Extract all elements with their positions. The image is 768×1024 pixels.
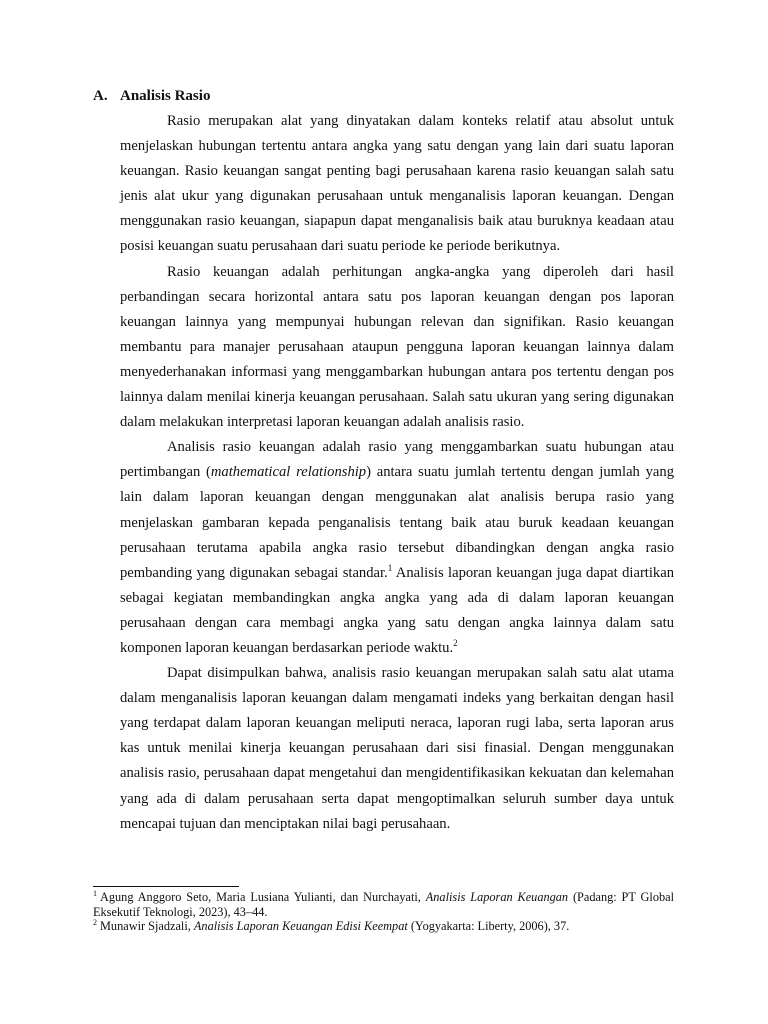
paragraph-text: ) antara suatu jumlah tertentu dengan jumlah yang lain dalam laporan keuangan dengan menggunakan alat analisis berupa rasio yang menjelaskan gambaran kepada penganalisis tentang baik atau buruk keadaan keuangan perusahaan terutama apabila angka rasio tersebut dibandingkan dengan angka rasio pembanding yang digunakan sebagai standar. <box>120 464 674 581</box>
footnote-marker: 1 <box>93 888 97 898</box>
footnote-reference[interactable]: 2 <box>453 638 458 649</box>
paragraph-text: Rasio keuangan adalah perhitungan angka-angka yang diperoleh dari hasil perbandingan secara horizontal antara satu pos laporan keuangan dengan pos laporan keuangan lainnya yang mempunyai hubungan relevan dan signifikan. Rasio keuangan membantu para manajer perusahaan ataupun pengguna laporan keuangan lainnya dalam menyederhanakan informasi yang menggambarkan hubungan antara pos tertentu dengan pos lainnya dalam menilai kinerja keuangan perusahaan. Salah satu ukuran yang sering digunakan dalam melakukan interpretasi laporan keuangan adalah analisis rasio. <box>120 263 674 431</box>
paragraph <box>120 109 674 260</box>
paragraph-text: Analisis rasio keuangan adalah rasio yang menggambarkan suatu hubungan atau pertimbangan ( <box>120 439 674 481</box>
footnote-book-title: Analisis Laporan Keuangan Edisi Keempat <box>193 919 408 933</box>
footnote-marker: 2 <box>93 917 97 927</box>
paragraph <box>120 260 674 436</box>
paragraph <box>120 661 674 837</box>
footnote-text: Munawir Sjadzali, <box>100 919 194 933</box>
footnote-text: Agung Anggoro Seto, Maria Lusiana Yulianti, dan Nurchayati, <box>100 890 426 904</box>
document-page <box>93 84 674 837</box>
italic-term: mathematical relationship <box>210 464 367 481</box>
body-text <box>120 109 674 837</box>
section-number: A. <box>93 88 108 104</box>
footnote-text: (Yogyakarta: Liberty, 2006), 37. <box>407 919 570 933</box>
footnote <box>93 919 674 934</box>
section-heading <box>93 84 674 109</box>
paragraph-text: Rasio merupakan alat yang dinyatakan dalam konteks relatif atau absolut untuk menjelaskan hubungan tertentu antara angka yang satu dengan yang lain dari suatu laporan keuangan. Rasio keuangan sangat penting bagi perusahaan karena rasio keuangan salah satu jenis alat ukur yang digunakan perusahaan untuk menganalisis laporan keuangan. Dengan menggunakan rasio keuangan, siapapun dapat menganalisis baik atau buruknya keadaan atau posisi keuangan suatu perusahaan dari suatu periode ke periode berikutnya. <box>120 113 674 255</box>
footnote-separator <box>93 886 239 887</box>
footnote-text: (Padang: PT Global Eksekutif Teknologi, 2023), 43–44. <box>93 890 675 919</box>
paragraph-text: Dapat disimpulkan bahwa, analisis rasio keuangan merupakan salah satu alat utama dalam menganalisis laporan keuangan dalam mengamati indeks yang berkaitan dengan hasil yang terdapat dalam laporan keuangan meliputi neraca, laporan rugi laba, serta laporan arus kas untuk menilai kinerja keuangan perusahaan dari sisi finasial. Dengan menggunakan analisis rasio, perusahaan dapat mengetahui dan mengidentifikasikan kekuatan dan kelemahan yang ada di dalam perusahaan serta dapat mengoptimalkan seluruh sumber daya untuk mencapai tujuan dan menciptakan nilai bagi perusahaan. <box>120 665 674 832</box>
footnote <box>93 890 674 919</box>
footnote-book-title: Analisis Laporan Keuangan <box>425 890 569 904</box>
footnote-reference[interactable]: 1 <box>387 562 393 573</box>
paragraph-text: Analisis laporan keuangan juga dapat diartikan sebagai kegiatan membandingkan angka angka yang ada di dalam laporan keuangan perusahaan dengan cara membagi angka yang satu dengan angka lainnya dalam satu komponen laporan keuangan berdasarkan periode waktu. <box>120 564 674 656</box>
paragraph <box>120 435 674 661</box>
section-title: Analisis Rasio <box>120 88 211 104</box>
footnotes-section <box>93 886 674 934</box>
